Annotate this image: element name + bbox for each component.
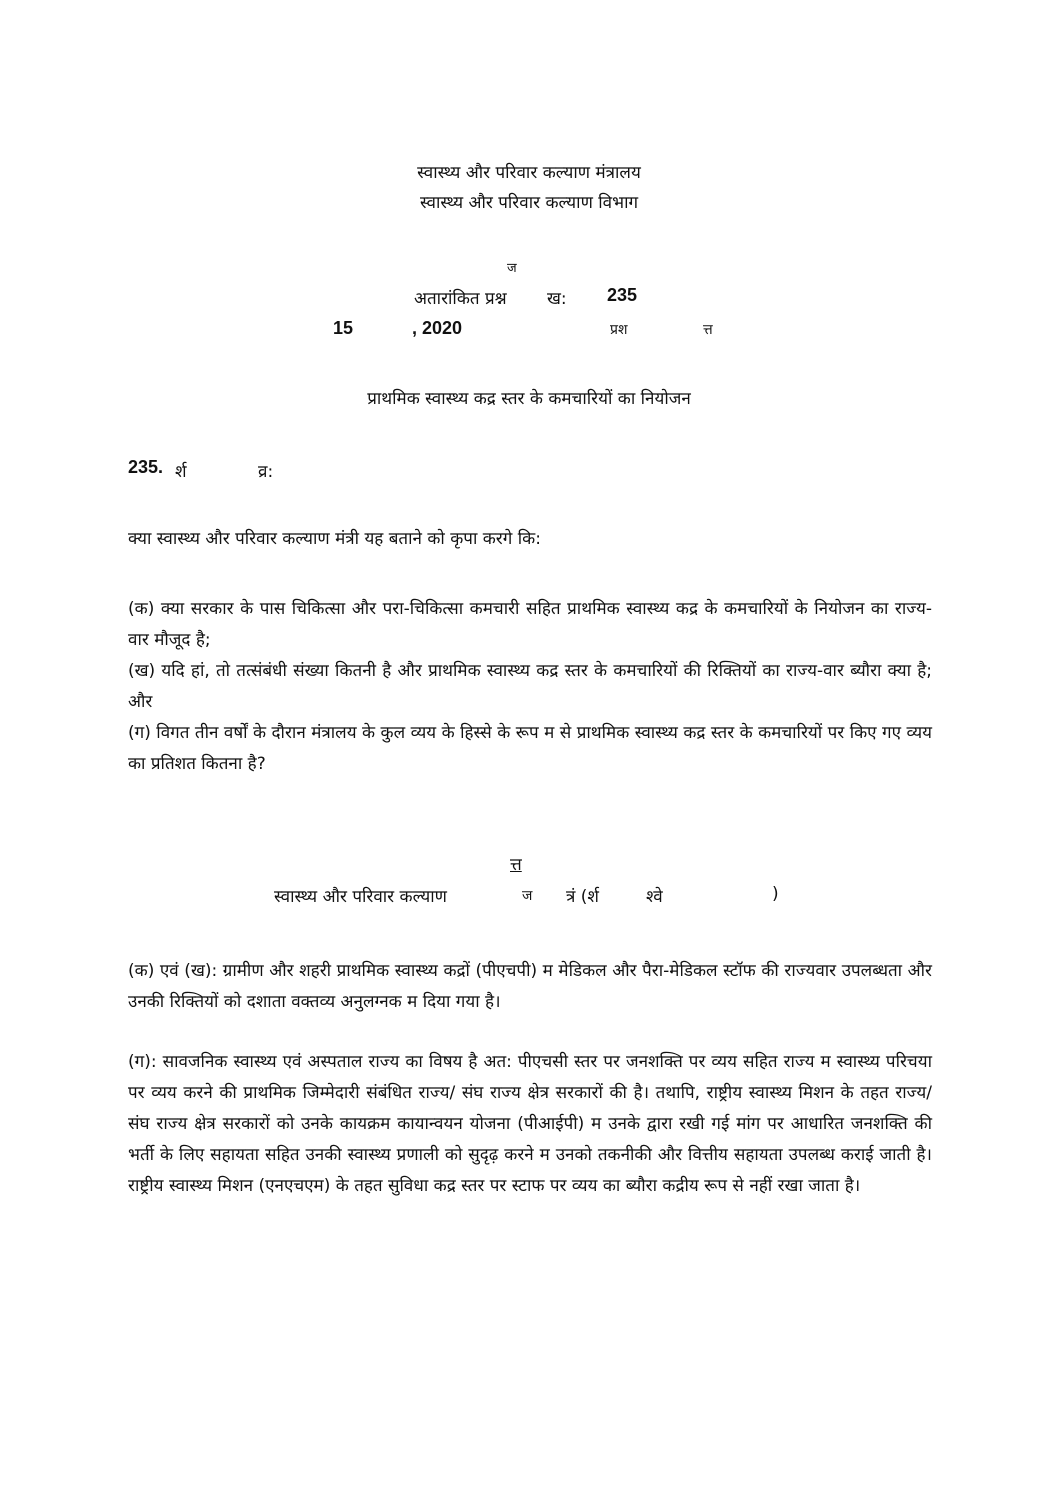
question-marker: ज [507,261,517,276]
subject-title: प्राथमिक स्वास्थ्य कद्र स्तर के कमचारियों का नियोजन [367,389,691,409]
answer-fragment-3: श्वे [646,887,663,907]
asker-name-fragment-1: र्श [175,462,187,482]
answer-word-2: त्त [703,322,713,338]
answer-word-1: प्रश [610,322,628,338]
answer-label: त्त [510,855,522,875]
question-part-ka: (क) क्या सरकार के पास चिकित्सा और परा-चिकित्सा कमचारी सहित प्राथमिक स्वास्थ्य कद्र के कमचारियों के नियोजन का राज्य-वार मौजूद है; [128,599,932,650]
date-day: 15 [333,318,354,338]
answer-fragment-2: त्रं (र्श [566,887,599,907]
asker-number: 235. [128,457,164,477]
answer-close-paren: ) [772,884,779,904]
question-part-kha: (ख) यदि हां, तो तत्संबंधी संख्या कितनी है और प्राथमिक स्वास्थ्य कद्र स्तर के कमचारियों की रिक्तियों का राज्य-वार ब्यौरा क्या है; और [128,661,932,712]
question-number: 235 [607,285,638,305]
question-number-label: ख: [547,289,567,309]
asker-name-fragment-2: व्र: [258,462,274,482]
answer-fragment-1: ज [522,888,533,904]
answer-minister-line: स्वास्थ्य और परिवार कल्याण [274,887,447,907]
department-title: स्वास्थ्य और परिवार कल्याण विभाग [419,193,639,213]
question-intro: क्या स्वास्थ्य और परिवार कल्याण मंत्री यह बताने को कृपा करगे कि: [128,529,541,549]
question-part-ga: (ग) विगत तीन वर्षों के दौरान मंत्रालय के कुल व्यय के हिस्से के रूप म से प्राथमिक स्वास्थ्य कद्र स्तर के कमचारियों पर किए गए व्यय का प्रतिशत कितना है? [128,723,932,774]
answer-part-ka-kha: (क) एवं (ख): ग्रामीण और शहरी प्राथमिक स्वास्थ्य कद्रों (पीएचपी) म मेडिकल और पैरा-मेडिकल स्टॉफ की राज्यवार उपलब्धता और उनकी रिक्तियों को दशाता वक्तव्य अनुलग्नक म दिया गया है। [128,961,932,1012]
question-parts [128,594,932,780]
question-type: अतारांकित प्रश्न [414,289,507,309]
answer-part-ga: (ग): सावजनिक स्वास्थ्य एवं अस्पताल राज्य का विषय है अत: पीएचसी स्तर पर जनशक्ति पर व्यय सहित राज्य म स्वास्थ्य परिचया पर व्यय करने की प्राथमिक जिम्मेदारी संबंधित राज्य/ संघ राज्य क्षेत्र सरकारों की है। तथापि, राष्ट्रीय स्वास्थ्य मिशन के तहत राज्य/ संघ राज्य क्षेत्र सरकारों को उनके कायक्रम कायान्वयन योजना (पीआईपी) म उनके द्वारा रखी गई मांग पर आधारित जनशक्ति की भर्ती के लिए सहायता सहित उनकी स्वास्थ्य प्रणाली को सुदृढ़ करने म उनको तकनीकी और वित्तीय सहायता उपलब्ध कराई जाती है। राष्ट्रीय स्वास्थ्य मिशन (एनएचएम) के तहत सुविधा कद्र स्तर पर स्टाफ पर व्यय का ब्यौरा कद्रीय रूप से नहीं रखा जाता है। [128,1052,932,1196]
ministry-title: स्वास्थ्य और परिवार कल्याण मंत्रालय [417,163,641,183]
date-year: , 2020 [412,318,463,338]
